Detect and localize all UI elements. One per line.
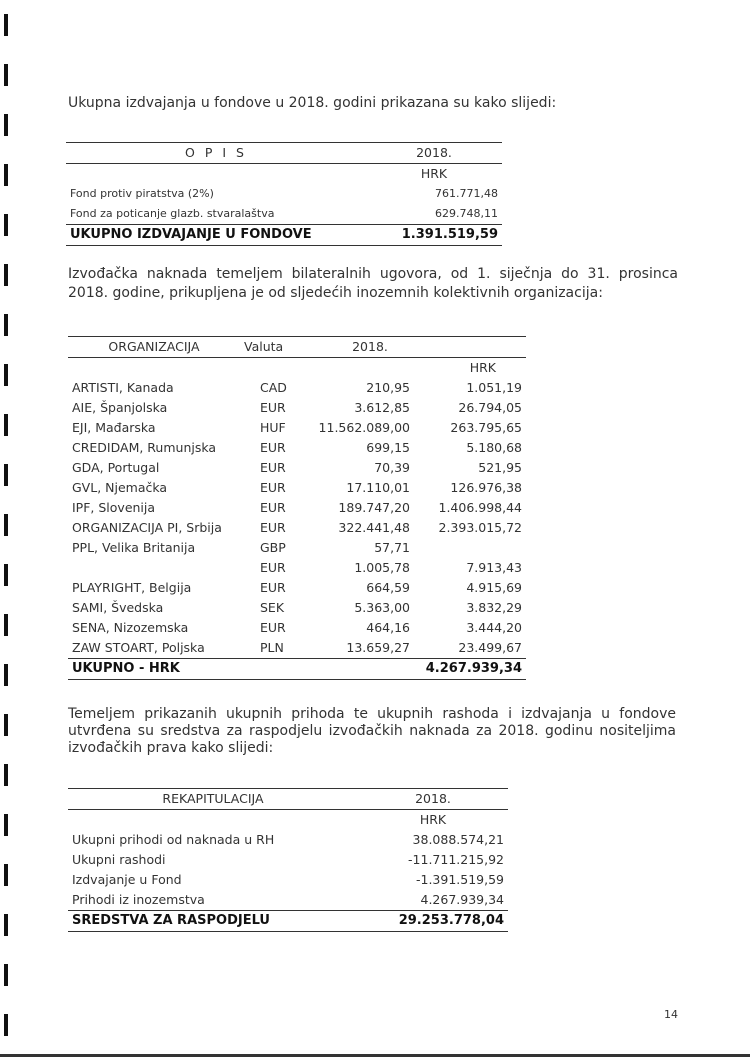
margin-mark bbox=[4, 364, 8, 386]
org-amount-hrk: 5.180,68 bbox=[466, 440, 522, 455]
org-name: PLAYRIGHT, Belgija bbox=[72, 580, 192, 595]
intro-foreign-line-2: 2018. godine, prikupljena je od sljedećih inozemnih kolektivnih organizacija: bbox=[68, 285, 603, 301]
org-currency-code: EUR bbox=[260, 400, 286, 415]
funds-total-value: 1.391.519,59 bbox=[366, 225, 502, 246]
recap-total-row bbox=[68, 911, 508, 932]
intro-funds-text: Ukupna izdvajanja u fondove u 2018. godini prikazana su kako slijedi: bbox=[68, 95, 557, 111]
org-header-currency: Valuta bbox=[240, 337, 310, 358]
table-row bbox=[68, 830, 508, 850]
org-total-label: UKUPNO - HRK bbox=[68, 659, 240, 680]
org-name bbox=[68, 558, 240, 578]
margin-mark bbox=[4, 814, 8, 836]
margin-mark bbox=[4, 964, 8, 986]
margin-mark bbox=[4, 914, 8, 936]
recap-row-value: -1.391.519,59 bbox=[415, 872, 504, 887]
org-amount-hrk: 3.444,20 bbox=[466, 620, 522, 635]
funds-table bbox=[66, 142, 502, 246]
table-row bbox=[68, 558, 526, 578]
org-name: ZAW STOART, Poljska bbox=[72, 640, 205, 655]
recap-header-row bbox=[68, 789, 508, 810]
table-row bbox=[68, 850, 508, 870]
org-header-organization: ORGANIZACIJA bbox=[68, 337, 240, 358]
intro-recap-line-3: izvođačkih prava kako slijedi: bbox=[68, 740, 274, 756]
org-amount: 699,15 bbox=[366, 440, 410, 455]
table-row bbox=[68, 398, 526, 418]
margin-mark bbox=[4, 714, 8, 736]
org-currency-code: EUR bbox=[260, 620, 286, 635]
table-row bbox=[68, 378, 526, 398]
org-amount-hrk: 26.794,05 bbox=[458, 400, 522, 415]
funds-total-row bbox=[66, 225, 502, 246]
org-currency: HRK bbox=[469, 360, 496, 375]
table-row bbox=[68, 438, 526, 458]
org-amount-hrk: 4.915,69 bbox=[466, 580, 522, 595]
org-amount: 210,95 bbox=[366, 380, 410, 395]
org-amount-hrk bbox=[414, 538, 526, 558]
org-amount: 57,71 bbox=[374, 540, 410, 555]
org-amount: 5.363,00 bbox=[354, 600, 410, 615]
org-currency-row bbox=[68, 358, 526, 379]
organizations-table bbox=[68, 336, 526, 680]
table-row bbox=[68, 578, 526, 598]
funds-row-value: 629.748,11 bbox=[366, 204, 502, 225]
org-amount: 664,59 bbox=[366, 580, 410, 595]
org-name: SAMI, Švedska bbox=[72, 600, 164, 615]
org-name: CREDIDAM, Rumunjska bbox=[72, 440, 217, 455]
margin-mark bbox=[4, 264, 8, 286]
org-currency-code: PLN bbox=[260, 640, 284, 655]
org-amount-hrk: 3.832,29 bbox=[466, 600, 522, 615]
funds-header-year: 2018. bbox=[366, 143, 502, 164]
org-currency-code: EUR bbox=[260, 520, 286, 535]
org-amount: 464,16 bbox=[366, 620, 410, 635]
funds-header-row bbox=[66, 143, 502, 164]
table-row bbox=[68, 638, 526, 659]
org-amount: 13.659,27 bbox=[346, 640, 410, 655]
funds-row-value: 761.771,48 bbox=[435, 187, 498, 200]
margin-mark bbox=[4, 614, 8, 636]
margin-mark bbox=[4, 164, 8, 186]
org-amount-hrk: 263.795,65 bbox=[450, 420, 522, 435]
table-row bbox=[68, 518, 526, 538]
org-amount-hrk: 126.976,38 bbox=[450, 480, 522, 495]
org-name: PPL, Velika Britanija bbox=[72, 540, 196, 555]
margin-mark bbox=[4, 564, 8, 586]
table-row bbox=[66, 184, 502, 204]
table-row bbox=[68, 870, 508, 890]
table-row bbox=[68, 458, 526, 478]
org-amount: 3.612,85 bbox=[354, 400, 410, 415]
org-name: ARTISTI, Kanada bbox=[72, 380, 174, 395]
recap-row-label: Izdvajanje u Fond bbox=[72, 872, 182, 887]
recap-row-value: 38.088.574,21 bbox=[412, 832, 504, 847]
table-row bbox=[68, 498, 526, 518]
recap-row-value: -11.711.215,92 bbox=[408, 852, 504, 867]
intro-recap-line-1: Temeljem prikazanih ukupnih prihoda te ukupnih rashoda i izdvajanja u fondove bbox=[68, 706, 676, 722]
org-amount: 189.747,20 bbox=[338, 500, 410, 515]
org-total-value: 4.267.939,34 bbox=[414, 659, 526, 680]
margin-mark bbox=[4, 414, 8, 436]
margin-mark bbox=[4, 14, 8, 36]
org-currency-code: HUF bbox=[260, 420, 286, 435]
recap-table bbox=[68, 788, 508, 932]
recap-row-label: Ukupni rashodi bbox=[72, 852, 166, 867]
org-amount-hrk: 2.393.015,72 bbox=[438, 520, 522, 535]
org-header-row bbox=[68, 337, 526, 358]
intro-foreign-line-1: Izvođačka naknada temeljem bilateralnih ugovora, od 1. siječnja do 31. prosinca bbox=[68, 266, 678, 282]
recap-header-label: REKAPITULACIJA bbox=[68, 789, 358, 810]
binding-margin-marks bbox=[4, 0, 12, 1060]
recap-currency: HRK bbox=[419, 812, 447, 827]
org-name: IPF, Slovenija bbox=[72, 500, 156, 515]
margin-mark bbox=[4, 214, 8, 236]
recap-total-label: SREDSTVA ZA RASPODJELU bbox=[68, 911, 358, 932]
org-amount-hrk: 1.051,19 bbox=[466, 380, 522, 395]
org-name: ORGANIZACIJA PI, Srbija bbox=[72, 520, 222, 535]
org-currency-code: EUR bbox=[260, 460, 286, 475]
org-amount: 11.562.089,00 bbox=[318, 420, 410, 435]
org-name: GVL, Njemačka bbox=[72, 480, 168, 495]
funds-currency: HRK bbox=[420, 166, 448, 181]
recap-header-year: 2018. bbox=[358, 789, 508, 810]
recap-row-value: 4.267.939,34 bbox=[358, 890, 508, 911]
org-amount: 322.441,48 bbox=[338, 520, 410, 535]
margin-mark bbox=[4, 864, 8, 886]
table-row bbox=[68, 418, 526, 438]
table-row bbox=[66, 204, 502, 225]
org-amount: 17.110,01 bbox=[346, 480, 410, 495]
org-currency-code: EUR bbox=[260, 480, 286, 495]
org-amount-hrk: 1.406.998,44 bbox=[438, 500, 522, 515]
org-amount-hrk: 521,95 bbox=[478, 460, 522, 475]
table-row bbox=[68, 890, 508, 911]
margin-mark bbox=[4, 64, 8, 86]
margin-mark bbox=[4, 664, 8, 686]
margin-mark bbox=[4, 764, 8, 786]
org-amount-hrk: 23.499,67 bbox=[458, 640, 522, 655]
org-rows bbox=[68, 378, 526, 659]
funds-row-label: Fond protiv piratstva (2%) bbox=[70, 187, 214, 200]
org-name: AIE, Španjolska bbox=[72, 400, 168, 415]
org-name: SENA, Nizozemska bbox=[72, 620, 189, 635]
funds-currency-row bbox=[66, 164, 502, 185]
margin-mark bbox=[4, 114, 8, 136]
table-row bbox=[68, 618, 526, 638]
margin-mark bbox=[4, 314, 8, 336]
intro-recap-line-2: utvrđena su sredstva za raspodjelu izvođačkih naknada za 2018. godinu nositeljima bbox=[68, 723, 676, 739]
org-currency-code: EUR bbox=[260, 560, 286, 575]
funds-total-label: UKUPNO IZDVAJANJE U FONDOVE bbox=[66, 225, 366, 246]
org-name: GDA, Portugal bbox=[72, 460, 160, 475]
org-currency-code: SEK bbox=[260, 600, 285, 615]
org-header-year: 2018. bbox=[310, 337, 526, 358]
recap-row-label: Prihodi iz inozemstva bbox=[68, 890, 358, 911]
bottom-rule bbox=[0, 1054, 750, 1057]
page-number: 14 bbox=[664, 1008, 678, 1021]
recap-currency-row bbox=[68, 810, 508, 831]
table-row bbox=[68, 538, 526, 558]
funds-row-label: Fond za poticanje glazb. stvaralaštva bbox=[66, 204, 366, 225]
org-currency-code: EUR bbox=[260, 440, 286, 455]
org-name: EJI, Mađarska bbox=[72, 420, 156, 435]
org-currency-code: GBP bbox=[260, 540, 286, 555]
recap-total-value: 29.253.778,04 bbox=[358, 911, 508, 932]
margin-mark bbox=[4, 514, 8, 536]
funds-header-desc: O P I S bbox=[66, 143, 366, 164]
org-amount: 70,39 bbox=[374, 460, 410, 475]
org-currency-code: EUR bbox=[260, 500, 286, 515]
table-row bbox=[68, 598, 526, 618]
org-amount: 1.005,78 bbox=[354, 560, 410, 575]
margin-mark bbox=[4, 1014, 8, 1036]
org-currency-code: CAD bbox=[260, 380, 287, 395]
recap-row-label: Ukupni prihodi od naknada u RH bbox=[72, 832, 275, 847]
table-row bbox=[68, 478, 526, 498]
org-currency-code: EUR bbox=[260, 580, 286, 595]
org-total-row bbox=[68, 659, 526, 680]
margin-mark bbox=[4, 464, 8, 486]
org-amount-hrk: 7.913,43 bbox=[466, 560, 522, 575]
